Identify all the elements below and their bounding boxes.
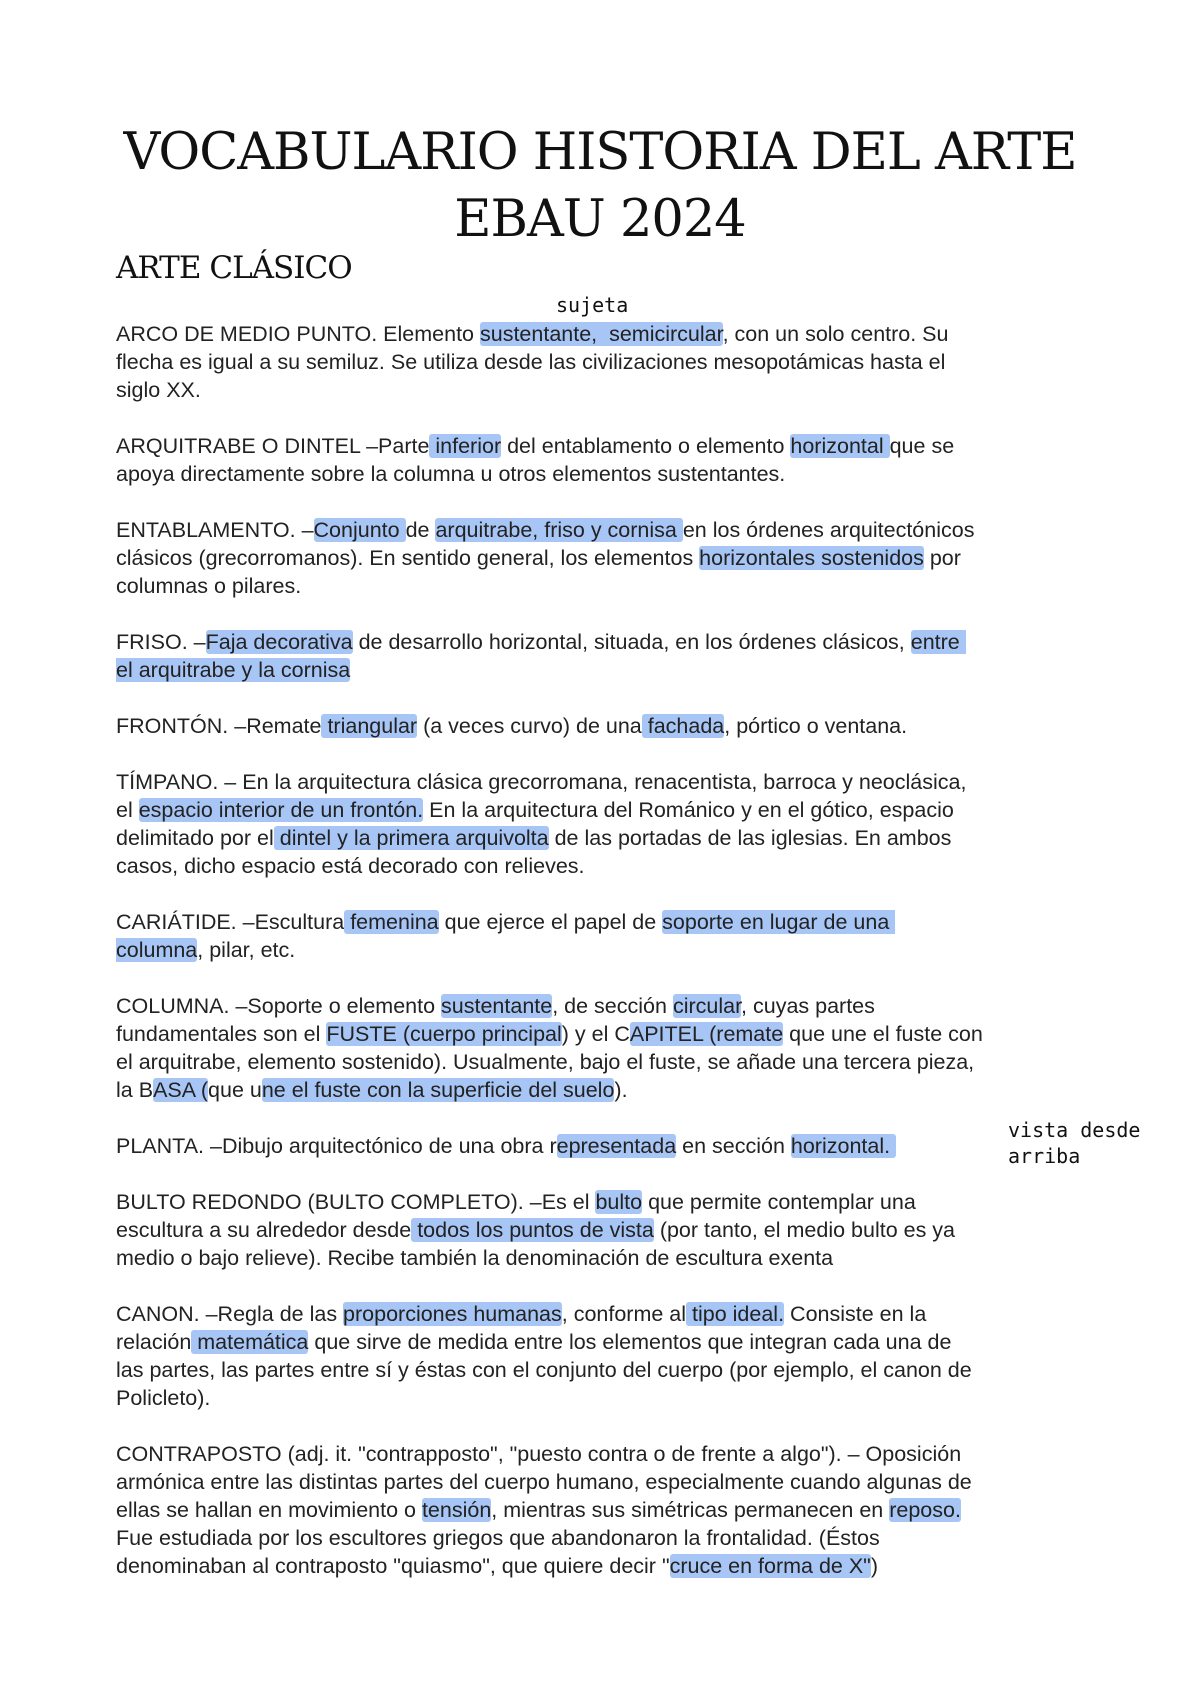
entry-text: , conforme al bbox=[561, 1302, 687, 1326]
entry-text: FRISO. – bbox=[116, 630, 206, 654]
entry-text: que une el fuste con el arquitrabe, elemento sostenido). Usualmente, bajo el fuste, se añade una tercera pieza, la B bbox=[116, 1022, 983, 1102]
entry-bulto-redondo bbox=[116, 1188, 1116, 1272]
entry-text: CANON. –Regla de las bbox=[116, 1302, 344, 1326]
entry-canon bbox=[116, 1300, 1116, 1412]
highlighted-text: sustentante bbox=[441, 994, 553, 1018]
entry-text: En la arquitectura del Románico y en el gótico, espacio delimitado por el bbox=[116, 798, 954, 850]
highlighted-text: bulto bbox=[595, 1190, 643, 1214]
entry-text: ). bbox=[614, 1078, 628, 1102]
entry-text: , pilar, etc. bbox=[197, 938, 296, 962]
highlighted-text: tensión bbox=[421, 1498, 492, 1522]
entry-arco-de-medio-punto bbox=[116, 320, 1116, 404]
entry-text: que sirve de medida entre los elementos que integran cada una de las partes, las partes entre sí y éstas con el conjunto del cuerpo (por ejemplo, el canon de Policleto). bbox=[116, 1330, 972, 1410]
entry-planta bbox=[116, 1132, 1116, 1160]
entry-text: FRONTÓN. –Remate bbox=[116, 714, 322, 738]
entry-text: CARIÁTIDE. –Escultura bbox=[116, 910, 345, 934]
highlighted-text: cruce en forma de X" bbox=[669, 1554, 871, 1578]
entry-cariatide bbox=[116, 908, 1116, 964]
highlighted-text: inferior bbox=[429, 434, 502, 458]
highlighted-text: horizontal. bbox=[790, 1134, 897, 1158]
entry-text: (a veces curvo) de una bbox=[417, 714, 642, 738]
highlighted-text: espacio interior de un frontón. bbox=[138, 798, 424, 822]
entry-text: COLUMNA. –Soporte o elemento bbox=[116, 994, 442, 1018]
highlighted-text: arquitrabe, friso y cornisa bbox=[435, 518, 683, 542]
highlighted-text: triangular bbox=[321, 714, 418, 738]
entry-columna bbox=[116, 992, 1116, 1104]
highlighted-text: circular bbox=[672, 994, 742, 1018]
entry-text: de las portadas de las iglesias. En ambos casos, dicho espacio está decorado con relieves. bbox=[116, 826, 952, 878]
highlighted-text: soporte en lugar de una columna bbox=[116, 910, 895, 962]
highlighted-text: FUSTE (cuerpo principal bbox=[326, 1022, 562, 1046]
highlighted-text: APITEL (remate bbox=[629, 1022, 784, 1046]
entry-text: que permite contemplar una escultura a su alrededor desde bbox=[116, 1190, 916, 1242]
highlighted-text: femenina bbox=[344, 910, 439, 934]
highlighted-text: Conjunto bbox=[313, 518, 406, 542]
entry-text: ARCO DE MEDIO PUNTO. Elemento bbox=[116, 322, 480, 346]
entry-text: en sección bbox=[676, 1134, 791, 1158]
entry-text: en los órdenes arquitectónicos clásicos (grecorromanos). En sentido general, los elementos bbox=[116, 518, 975, 570]
handwritten-note-arriba: arriba bbox=[1008, 1144, 1081, 1168]
entry-text: ENTABLAMENTO. – bbox=[116, 518, 314, 542]
highlighted-text: tipo ideal. bbox=[686, 1302, 785, 1326]
highlighted-text: sustentante, semicircular bbox=[480, 322, 723, 346]
handwritten-note-vista-desde: vista desde bbox=[1008, 1118, 1141, 1142]
highlighted-text: todos los puntos de vista bbox=[411, 1218, 654, 1242]
highlighted-text: Faja decorativa bbox=[205, 630, 353, 654]
highlighted-text: entre el arquitrabe y la cornisa bbox=[116, 630, 966, 682]
entry-text: que u bbox=[208, 1078, 262, 1102]
highlighted-text: horizontales sostenidos bbox=[699, 546, 924, 570]
entry-contraposto bbox=[116, 1440, 1116, 1580]
document-title-line-2: EBAU 2024 bbox=[454, 190, 746, 249]
entry-text: BULTO REDONDO (BULTO COMPLETO). –Es el bbox=[116, 1190, 596, 1214]
entry-text: ) y el C bbox=[561, 1022, 630, 1046]
entry-text: CONTRAPOSTO (adj. it. "contrapposto", "puesto contra o de frente a algo"). – Oposición armónica entre las distintas partes del cuerpo humano, especialmente cuando algunas de ellas se hallan en movimiento o bbox=[116, 1442, 972, 1522]
highlighted-text: ASA ( bbox=[153, 1078, 209, 1102]
entry-text: de bbox=[405, 518, 436, 542]
entry-text: , cuyas partes fundamentales son el bbox=[116, 994, 875, 1046]
entry-text: , mientras sus simétricas permanecen en bbox=[491, 1498, 890, 1522]
highlighted-text: fachada bbox=[641, 714, 725, 738]
highlighted-text: horizontal bbox=[790, 434, 890, 458]
highlighted-text: matemática bbox=[191, 1330, 309, 1354]
highlighted-text: reposo. bbox=[889, 1498, 961, 1522]
entry-text: TÍMPANO. – En la arquitectura clásica grecorromana, renacentista, barroca y neoclásica, el bbox=[116, 770, 967, 822]
entry-text: , de sección bbox=[552, 994, 673, 1018]
highlighted-text: proporciones humanas bbox=[343, 1302, 562, 1326]
entry-text: que se apoya directamente sobre la columna u otros elementos sustentantes. bbox=[116, 434, 955, 486]
entry-text: , pórtico o ventana. bbox=[724, 714, 908, 738]
handwritten-note-sujeta: sujeta bbox=[556, 293, 629, 317]
highlighted-text: epresentada bbox=[556, 1134, 677, 1158]
entry-text: del entablamento o elemento bbox=[501, 434, 791, 458]
highlighted-text: ne el fuste con la superficie del suelo bbox=[261, 1078, 615, 1102]
entry-text: que ejerce el papel de bbox=[438, 910, 663, 934]
entry-entablamento bbox=[116, 516, 1116, 600]
entry-text: ARQUITRABE O DINTEL –Parte bbox=[116, 434, 430, 458]
entry-timpano bbox=[116, 768, 1116, 880]
entry-text: Fue estudiada por los escultores griegos que abandonaron la frontalidad. (Éstos denominaban al contraposto "quiasmo", que quiere decir " bbox=[116, 1526, 880, 1578]
document-title-line-1: VOCABULARIO HISTORIA DEL ARTE bbox=[123, 123, 1077, 182]
entry-arquitrabe bbox=[116, 432, 1116, 488]
entry-text: por columnas o pilares. bbox=[116, 546, 961, 598]
entry-text: de desarrollo horizontal, situada, en los órdenes clásicos, bbox=[352, 630, 911, 654]
highlighted-text: dintel y la primera arquivolta bbox=[273, 826, 549, 850]
entry-text: Consiste en la relación bbox=[116, 1302, 927, 1354]
entry-friso bbox=[116, 628, 1116, 684]
entry-fronton bbox=[116, 712, 1116, 740]
entry-text: (por tanto, el medio bulto es ya medio o bajo relieve). Recibe también la denominación de escultura exenta bbox=[116, 1218, 956, 1270]
entry-text: , con un solo centro. Su flecha es igual a su semiluz. Se utiliza desde las civilizaciones mesopotámicas hasta el siglo XX. bbox=[116, 322, 949, 402]
entry-text: ) bbox=[870, 1554, 878, 1578]
section-heading: ARTE CLÁSICO bbox=[116, 250, 352, 286]
entry-text: PLANTA. –Dibujo arquitectónico de una obra r bbox=[116, 1134, 557, 1158]
